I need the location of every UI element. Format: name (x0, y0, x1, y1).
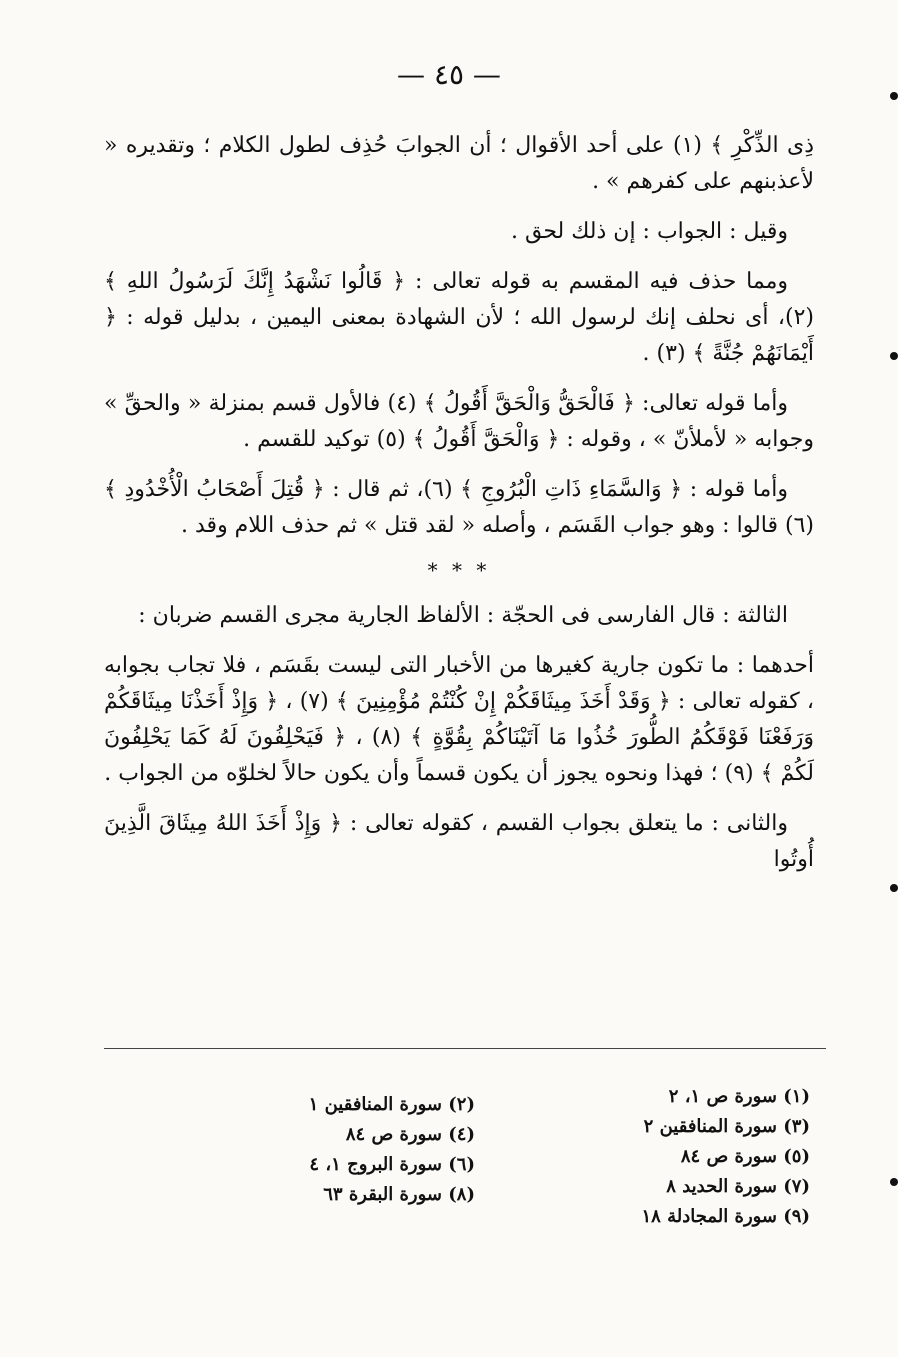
paragraph-2: وقيل : الجواب : إن ذلك لحق . (511, 219, 788, 244)
paragraph-4: وأما قوله تعالى: ﴿ فَالْحَقُّ وَالْحَقَّ أَقُولُ ﴾ (٤) فالأول قسم بمنزلة « والحقِّ » وجوابه « لأملأنّ » ، وقوله : ﴿ وَالْحَقَّ أَقُولُ ﴾ (٥) توكيد للقسم . (104, 391, 814, 452)
body-text (104, 128, 814, 892)
footnote-6: (٦) سورة البروج ١، ٤ (309, 1154, 475, 1175)
page-number: — ٤٥ — (397, 58, 501, 91)
margin-mark-dot (890, 92, 898, 100)
paragraph-5: وأما قوله : ﴿ وَالسَّمَاءِ ذَاتِ الْبُرُوجِ ﴾ (٦)، ثم قال : ﴿ قُتِلَ أَصْحَابُ الْأُخْدُودِ ﴾ (٦) قالوا : وهو جواب القَسَم ، وأصله « لقد قتل » ثم حذف اللام وقد . (104, 477, 814, 538)
footnote-7: (٧) سورة الحديد ٨ (666, 1176, 810, 1197)
paragraph-6: الثالثة : قال الفارسى فى الحجّة : الألفاظ الجارية مجرى القسم ضربان : (138, 603, 788, 628)
footnotes (200, 1082, 810, 1232)
section-separator: * * * (427, 558, 491, 582)
footnote-2: (٢) سورة المنافقين ١ (308, 1094, 475, 1115)
footnote-9: (٩) سورة المجادلة ١٨ (641, 1206, 810, 1227)
margin-mark-dot (890, 884, 898, 892)
footnote-4: (٤) سورة ص ٨٤ (345, 1124, 475, 1145)
margin-mark-dot (890, 1178, 898, 1186)
paragraph-3: ومما حذف فيه المقسم به قوله تعالى : ﴿ قَالُوا نَشْهَدُ إِنَّكَ لَرَسُولُ اللهِ ﴾ (٢)، أى نحلف إنك لرسول الله ؛ لأن الشهادة بمعنى اليمين ، بدليل قوله : ﴿ أَيْمَانَهُمْ جُنَّةً ﴾ (٣) . (104, 269, 814, 366)
footnotes-left-column (200, 1082, 475, 1232)
paragraph-1: ذِى الذِّكْرِ ﴾ (١) على أحد الأقوال ؛ أن الجوابَ حُذِف لطول الكلام ؛ وتقديره « لأعذبنهم على كفرهم » . (104, 133, 815, 194)
paragraph-7: أحدهما : ما تكون جارية كغيرها من الأخبار التى ليست بقَسَم ، فلا تجاب بجوابه ، كقوله تعالى : ﴿ وَقَدْ أَخَذَ مِيثَاقَكُمْ إِنْ كُنْتُمْ مُؤْمِنِينَ ﴾ (٧) ، ﴿ وَإِذْ أَخَذْنَا مِيثَاقَكُمْ وَرَفَعْنَا فَوْقَكُمُ الطُّورَ خُذُوا مَا آتَيْنَاكُمْ بِقُوَّةٍ ﴾ (٨) ، ﴿ فَيَحْلِفُونَ لَهُ كَمَا يَحْلِفُونَ لَكُمْ ﴾ (٩) ؛ فهذا ونحوه يجوز أن يكون قسماً وأن يكون حالاً لخلوّه من الجواب . (104, 653, 814, 786)
footnote-3: (٣) سورة المنافقين ٢ (643, 1116, 810, 1137)
footnotes-right-column (535, 1082, 810, 1232)
footnote-8: (٨) سورة البقرة ٦٣ (323, 1184, 475, 1205)
margin-mark-dot (890, 352, 898, 360)
footnote-5: (٥) سورة ص ٨٤ (680, 1146, 810, 1167)
footnote-1: (١) سورة ص ١، ٢ (668, 1086, 810, 1107)
paragraph-8: والثانى : ما يتعلق بجواب القسم ، كقوله تعالى : ﴿ وَإِذْ أَخَذَ اللهُ مِيثَاقَ الَّذِينَ أُوتُوا (104, 811, 814, 872)
footnote-divider (104, 1048, 826, 1049)
